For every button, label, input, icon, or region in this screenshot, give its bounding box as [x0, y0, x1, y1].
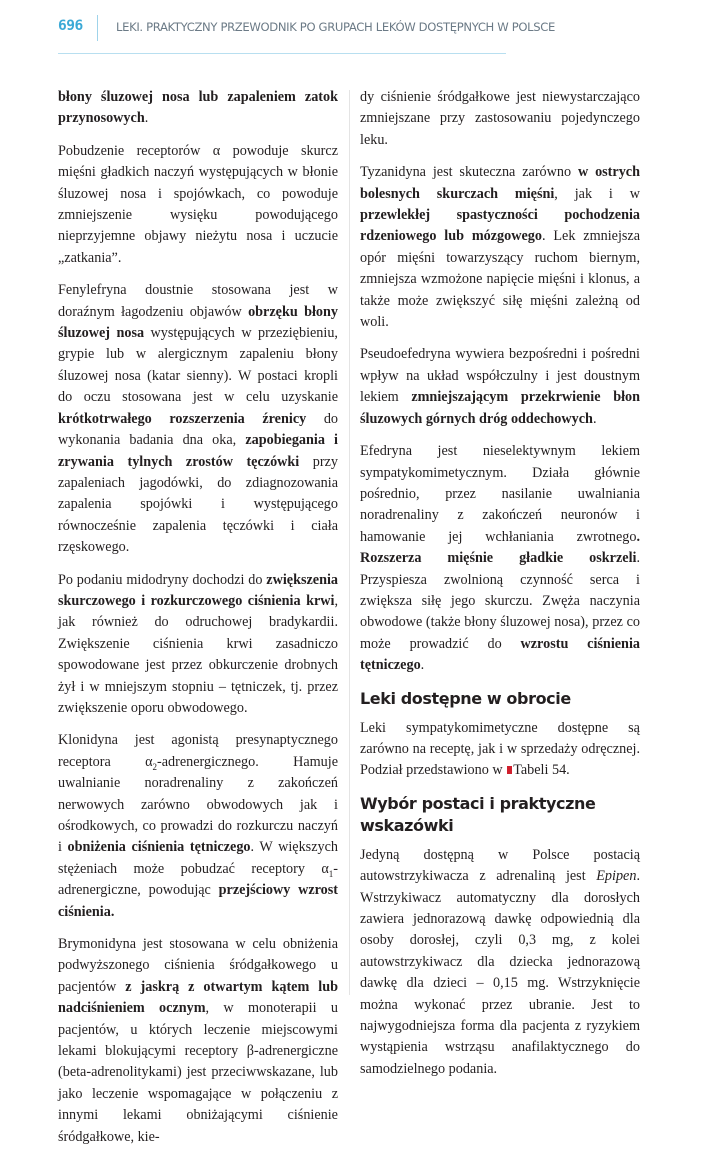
bold-phrase: przejściowy wzrost ciśnienia.	[58, 882, 339, 920]
bold-phrase: krótkotrwałego rozszerzenia źrenicy	[58, 410, 307, 427]
text-run: dy ciśnienie śródgałkowe jest niewystarczająco zmniejszane przy zastosowaniu pojedynczego leku.	[360, 89, 640, 148]
paragraph-brimonidine-continued	[360, 87, 640, 151]
table-reference-link[interactable]: Tabeli 54	[513, 762, 567, 779]
paragraph-tizanidine	[360, 162, 640, 333]
paragraph-ephedrine	[360, 441, 640, 676]
text-run: .	[566, 762, 570, 779]
bold-phrase: w ostrych bolesnych skurczach mięśni	[360, 164, 640, 202]
bold-phrase: . Rozszerza mięśnie gładkie oskrzeli	[360, 528, 640, 567]
text-run: . W większych stężeniach może pobudzać receptory α	[58, 839, 338, 877]
italic-product-name: Epipen	[596, 868, 637, 885]
text-run: , jak również do odruchowej bradykardii. Zwiększenie ciśnienia krwi zasadniczo spowodowane jest przez obkurczenie drobnych żył i w mniejszym stopniu – tętniczek, tj. przez zwiększenie oporu obwodowego.	[58, 592, 338, 716]
right-column	[360, 87, 640, 1091]
text-run: Tyzanidyna jest skuteczna zarówno	[360, 164, 578, 181]
left-column	[58, 87, 338, 1159]
bold-phrase: przewlekłej spastyczności pochodzenia rdzeniowego lub mózgowego	[360, 207, 640, 245]
text-run: . Przyspiesza zwolnioną czynność serca i zwiększa siłę jego skurczu. Zwęża naczynia obwodowe (także błony śluzowej nosa), przez co może prowadzić do	[360, 550, 640, 652]
bold-phrase: zwiększenia skurczowego i rozkurczowego ciśnienia krwi	[58, 571, 338, 609]
header-rule	[58, 53, 506, 54]
text-run: -adrenergiczne, powodując	[58, 860, 338, 899]
bold-phrase: błony śluzowej nosa lub zapaleniem zatok przynosowych	[58, 89, 338, 127]
paragraph-epipen	[360, 845, 640, 1080]
paragraph-pseudoephedrine	[360, 344, 640, 430]
bold-phrase: z jaskrą z otwartym kątem lub nadciśnieniem ocznym	[58, 978, 338, 1017]
text-run: występujących w przeziębieniu, grypie lub w alergicznym zapaleniu błony śluzowej nosa (katar sienny). W postaci kropli do oczu stosowana jest w celu uzyskanie	[58, 325, 338, 406]
text-run: . Lek zmniejsza opór mięśni towarzyszący ruchom biernym, zmniejsza wzmożone napięcie mięśni i klonus, a także może zwiększyć siłę mięśni zależną od woli.	[360, 228, 640, 331]
text-run: przy zapaleniach jagodówki, do zdiagnozowania zapalenia spojówki i występującego równocześnie zapalenia tęczówki i ciała rzęskowego.	[58, 453, 338, 556]
text-run: do wykonania badania dna oka,	[58, 410, 339, 449]
subscript: 2	[152, 761, 158, 772]
bold-phrase: wzrostu ciśnienia tętniczego	[360, 635, 640, 674]
text-run: Efedryna jest nieselektywnym lekiem sympatykomimetycznym. Działa głównie pośrednio, przez nasilanie uwalniania noradrenaliny z zakończeń neuronów i hamowanie jej wchłaniania zwrotnego	[360, 443, 640, 545]
text-run: Pseudoefedryna wywiera bezpośredni i pośredni wpływ na układ współczulny i jest doustnym lekiem	[360, 346, 640, 406]
header-divider	[97, 15, 98, 41]
text-run: . Wstrzykiwacz automatyczny dla dorosłych zawiera jednorazową dawkę odpowiednią dla osoby dorosłej, czyli 0,3 mg, z kolei autowstrzykiwacz dla dziecka jednorazową dawkę dla dzieci – 0,15 mg. Wstrzyknięcie można wykonać przez ubranie. Jest to najwygodniejsza forma dla pacjenta z ryzykiem wystąpienia wstrząsu anafilaktycznego do samodzielnego podania.	[360, 868, 640, 1077]
text-run: Pobudzenie receptorów α powoduje skurcz mięśni gładkich naczyń występujących w błonie śluzowej nosa i spojówkach, co powoduje zmniejszenie wysięku powodującego nieprzyjemne objawy nieżytu nosa i uczucie „zatkania”.	[58, 142, 338, 266]
text-run: Jedyną dostępną w Polsce postacią autowstrzykiwacza z adrenaliną jest	[360, 846, 640, 885]
text-run: , jak i w	[554, 185, 640, 202]
text-run: Klonidyna jest agonistą presynaptycznego receptora α	[58, 732, 338, 770]
bold-phrase: zapobiegania i zrywania tylnych zrostów tęczówki	[58, 432, 338, 470]
text-run: .	[592, 410, 597, 427]
bold-phrase: zmniejszającym przekrwienie błon śluzowych górnych dróg oddechowych	[360, 389, 641, 427]
paragraph-brimonidine	[58, 934, 338, 1148]
paragraph-phenylephrine	[58, 280, 338, 558]
column-separator	[349, 90, 350, 995]
running-title: LEKI. PRAKTYCZNY PRZEWODNIK PO GRUPACH LEKÓW DOSTĘPNYCH W POLSCE	[116, 20, 555, 34]
page-number: 696	[58, 18, 83, 34]
text-run: Po podaniu midodryny dochodzi do	[58, 571, 267, 588]
text-run: Brymonidyna jest stosowana w celu obniżenia podwyższonego ciśnienia śródgałkowego u pacjentów	[58, 936, 338, 995]
paragraph-alpha-receptors	[58, 141, 338, 269]
section-heading-practical-tips: Wybór postaci i praktyczne wskazówki	[360, 793, 596, 835]
text-run: Fenylefryna doustnie stosowana jest w doraźnym łagodzeniu objawów	[58, 282, 338, 320]
text-run: .	[420, 657, 425, 674]
text-run: -adrenergicznego. Hamuje uwalnianie noradrenaliny z zakończeń nerwowych zarówno obwodowych jak i ośrodkowych, co prowadzi do rozkurczu naczyń i	[58, 753, 338, 856]
text-run: Leki sympatykomimetyczne dostępne są zarówno na receptę, jak i w sprzedaży odręcznej. Podział przedstawiono w	[360, 719, 640, 779]
section-heading-available-drugs: Leki dostępne w obrocie	[360, 688, 571, 708]
paragraph-availability	[360, 718, 640, 782]
paragraph-midodrine	[58, 570, 338, 720]
table-reference-marker	[507, 766, 512, 774]
text-run: , w monoterapii u pacjentów, u których leczenie miejscowymi lekami blokującymi receptory β-adrenergiczne (beta-adrenolitykami) jest przeciwwskazane, lub jako leczenie wspomagające w połączeniu z innymi lekami obniżającymi ciśnienie śródgałkowe, kie-	[58, 1000, 338, 1145]
paragraph-nasal-continued	[58, 87, 338, 130]
bold-phrase: obrzęku błony śluzowej nosa	[58, 303, 338, 342]
text-run: .	[144, 110, 149, 127]
page-header	[0, 0, 728, 56]
bold-phrase: obniżenia ciśnienia tętniczego	[67, 839, 251, 856]
subscript: 1	[328, 868, 334, 879]
paragraph-clonidine	[58, 730, 338, 923]
